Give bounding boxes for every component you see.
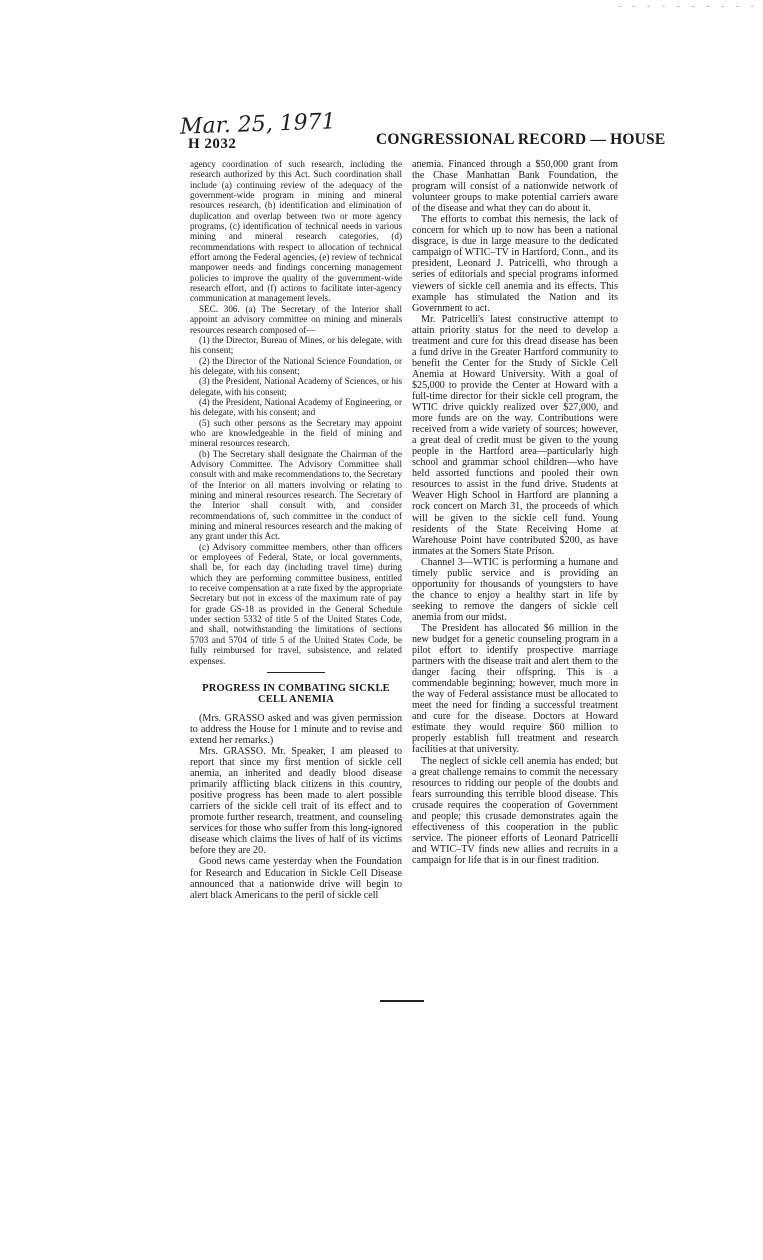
paragraph: SEC. 306. (a) The Secretary of the Interior shall appoint an advisory committee on mining and minerals resources research composed of— bbox=[190, 303, 402, 335]
paragraph: (1) the Director, Bureau of Mines, or his delegate, with his consent; bbox=[190, 334, 402, 356]
corner-marks: - - - - - - - - - - bbox=[616, 2, 757, 12]
paragraph: Mrs. GRASSO. Mr. Speaker, I am pleased to report that since my first mention of sickle cell anemia, an inherited and deadly blood disease primarily afflicting black citizens in this country, positive progress has been made to alert possible carriers of the sickle cell trait of its effect and to promote further research, treatment, and counseling services for those who suffer from this long-ignored disease which claims the lives of half of its victims before they are 20. bbox=[190, 745, 402, 857]
paragraph: Good news came yesterday when the Foundation for Research and Education in Sickle Cell Disease announced that a nationwide drive will begin to alert black Americans to the peril of sickle cell bbox=[190, 856, 402, 901]
paragraph: The neglect of sickle cell anemia has ended; but a great challenge remains to commit the necessary resources to ridding our people of the doubts and fears surrounding this terrible blood disease. This crusade requires the cooperation of Government and people; this crusade demonstrates again the effectiveness of this cooperation in the public service. The pioneer efforts of Leonard Patricelli and WTIC–TV finds new allies and recruits in a campaign for life that is in our finest tradition. bbox=[412, 755, 618, 866]
paragraph: agency coordination of such research, including the research authorized by this Act. Such coordination shall include (a) continuing review of the adequacy of the government-wide program in mining and mineral resources research, (b) identification and elimination of duplication and overlap between two or more agency programs, (c) identification of technical needs in various mining and mineral research categories, (d) recommendations with respect to allocation of technical effort among the Federal agencies, (e) review of technical manpower needs and findings concerning management policies to improve the quality of the government-wide research effort, and (f) actions to facilitate inter-agency communication at management levels. bbox=[190, 159, 402, 304]
paragraph: (Mrs. GRASSO asked and was given permission to address the House for 1 minute and to revise and extend her remarks.) bbox=[190, 712, 402, 746]
paragraph: (c) Advisory committee members, other than officers or employees of Federal, State, or local governments, shall be, for each day (including travel time) during which they are performing committee business, entitled to receive compensation at a rate fixed by the appropriate Secretary but not in excess of the maximum rate of pay for grade GS-18 as provided in the General Schedule under section 5332 of title 5 of the United States Code, and shall, notwithstanding the limitations of sections 5703 and 5704 of title 5 of the United States Code, be fully reimbursed for travel, subsistence, and related expenses. bbox=[190, 541, 402, 666]
paragraph: (3) the President, National Academy of Sciences, or his delegate, with his consent; bbox=[190, 376, 402, 397]
left-column bbox=[190, 159, 402, 901]
paragraph: anemia. Financed through a $50,000 grant from the Chase Manhattan Bank Foundation, the program will consist of a nationwide network of volunteer groups to make potential carriers aware of the disease and what they can do about it. bbox=[412, 159, 618, 215]
paragraph: The efforts to combat this nemesis, the lack of concern for which up to now has been a national disgrace, is due in large measure to the dedicated campaign of WTIC–TV in Hartford, Conn., and its president, Leonard J. Patricelli, who through a series of editorials and special programs informed viewers of sickle cell anemia and its effects. This example has stimulated the Nation and its Government to act. bbox=[412, 214, 618, 314]
handwritten-date: Mar. 25, 1971 bbox=[179, 109, 337, 140]
paragraph: Mr. Patricelli's latest constructive attempt to attain priority status for the need to develop a treatment and cure for this dread disease has been a fund drive in the Greater Hartford community to benefit the Center for the Study of Sickle Cell Anemia at Howard University. With a goal of $25,000 to provide the Center at Howard with a full-time director for their sickle cell program, the WTIC drive quickly realized over $27,000, and more funds are on the way. Contributions were received from a wide variety of sources; however, a great deal of credit must be given to the young people in the Hartford area—particularly high school and grammar school children—who have held assorted functions and pooled their own resources to assist in the fund drive. Students at Weaver High School in Hartford are planning a rock concert on March 31, the proceeds of which will be given to the sickle cell fund. Young residents of the State Receiving Home at Warehouse Point have contributed $200, as have inmates at the Somers State Prison. bbox=[412, 313, 618, 557]
right-column bbox=[412, 159, 618, 866]
paragraph: Channel 3—WTIC is performing a humane and timely public service and is providing an opportunity for thousands of youngsters to have the chance to enjoy a healthy start in life by seeking to remove the dangers of sickle cell anemia from our midst. bbox=[412, 556, 618, 623]
section-divider bbox=[267, 672, 325, 673]
paragraph: (b) The Secretary shall designate the Chairman of the Advisory Committee. The Advisory Committee shall consult with and make recommendations to, the Secretary of the Interior on all matters involving or relating to mining and mineral resources research. The Secretary of the Interior shall consult with, and consider recommendations of, such committee in the conduct of mining and mineral resources research and the making of any grant under this Act. bbox=[190, 448, 402, 542]
page-number: H 2032 bbox=[188, 136, 237, 152]
end-rule bbox=[380, 1000, 424, 1002]
running-head: CONGRESSIONAL RECORD — HOUSE bbox=[376, 131, 666, 148]
paragraph: (5) such other persons as the Secretary may appoint who are knowledgeable in the field of mining and mineral resources research. bbox=[190, 417, 402, 449]
paragraph: (2) the Director of the National Science Foundation, or his delegate, with his consent; bbox=[190, 355, 402, 376]
paragraph: The President has allocated $6 million in the new budget for a genetic counseling program in a pilot effort to identify prospective marriage partners with the disease trait and alert them to the danger facing their offspring. This is a commendable beginning; however, much more in the way of Federal assistance must be allocated to meet the need for finding a successful treatment and cure for the disease. Doctors at Howard estimate they would require $60 million to properly establish full treatment and research facilities at that university. bbox=[412, 622, 618, 756]
article-headline: PROGRESS IN COMBATING SICKLE CELL ANEMIA bbox=[202, 682, 390, 706]
paragraph: (4) the President, National Academy of Engineering, or his delegate, with his consent; and bbox=[190, 396, 402, 418]
